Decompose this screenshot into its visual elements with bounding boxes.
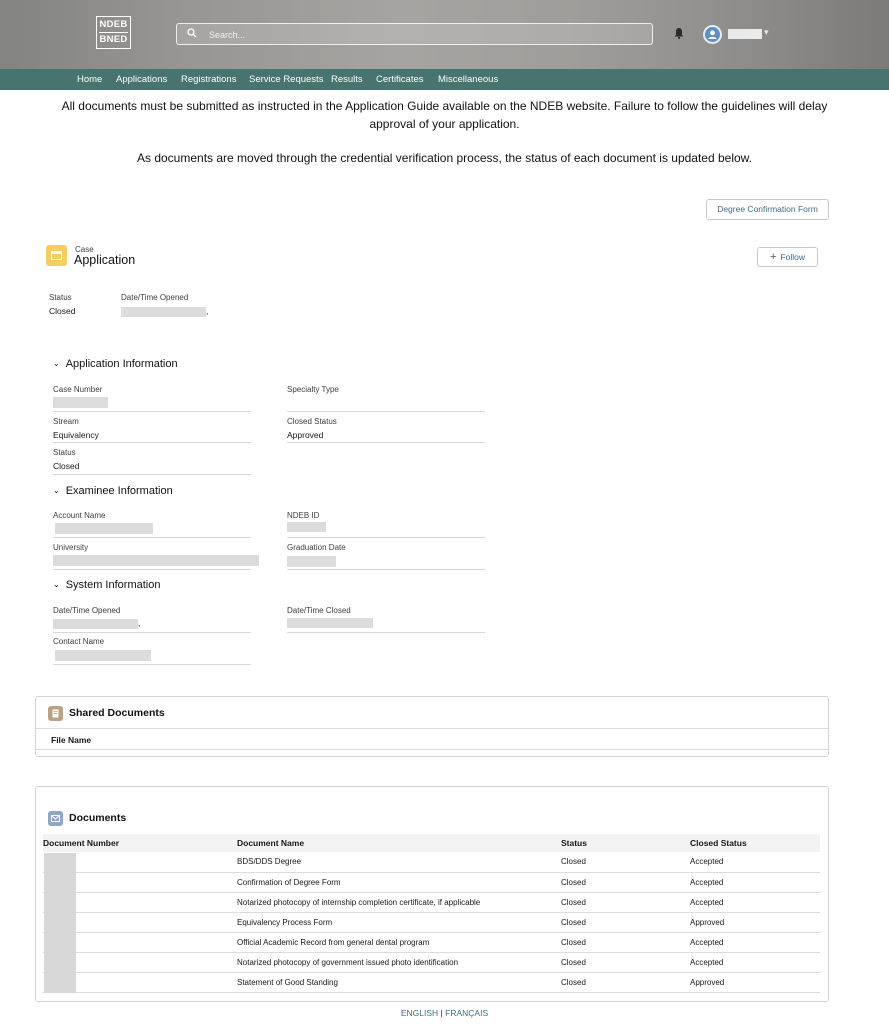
user-name[interactable] (728, 29, 762, 39)
table-row (43, 872, 820, 892)
shared-documents-title: Shared Documents (69, 707, 165, 719)
table-divider (36, 749, 828, 750)
nav-item-miscellaneous[interactable]: Miscellaneous (438, 74, 499, 85)
field-divider (53, 569, 251, 570)
examinee-information-header[interactable] (53, 485, 173, 497)
card-divider (36, 728, 828, 729)
document-name-cell: Notarized photocopy of internship completion certificate, if applicable (237, 892, 561, 912)
nav-item-home[interactable]: Home (77, 74, 103, 85)
university-redacted (53, 555, 259, 566)
opened-value-redacted (121, 306, 209, 317)
document-name-cell: BDS/DDS Degree (237, 852, 561, 872)
instruction-notice: All documents must be submitted as instructed in the Application Guide available on the NDEB website. Failure to follow the guidelines will delay approval of your application. (61, 99, 828, 131)
table-row (43, 912, 820, 932)
document-closed-status-cell: Approved (690, 912, 820, 932)
ndeb-id-redacted (287, 522, 326, 532)
system-opened-redacted (53, 618, 141, 629)
chevron-down-icon: ⌄ (53, 486, 60, 495)
status-column-header[interactable]: Status (561, 834, 690, 852)
chevron-down-icon: ⌄ (53, 580, 60, 589)
application-information-title: Application Information (65, 358, 178, 370)
table-row (43, 852, 820, 872)
case-number-label: Case Number (53, 385, 103, 394)
table-row (43, 952, 820, 972)
french-link[interactable]: FRANÇAIS (445, 1008, 489, 1018)
case-title: Application (74, 253, 136, 267)
case-number-redacted (53, 397, 108, 408)
language-footer (0, 1008, 889, 1018)
document-name-cell: Notarized photocopy of government issued photo identification (237, 952, 561, 972)
application-status-value: Closed (53, 461, 80, 471)
closed-status-column-header[interactable]: Closed Status (690, 834, 820, 852)
user-avatar-icon (705, 27, 720, 42)
document-name-cell: Official Academic Record from general dental program (237, 932, 561, 952)
university-label: University (53, 543, 89, 552)
closed-status-value: Approved (287, 430, 324, 440)
ndeb-id-label: NDEB ID (287, 511, 320, 520)
document-name-cell: Statement of Good Standing (237, 972, 561, 992)
specialty-type-label: Specialty Type (287, 385, 339, 394)
nav-item-service-requests[interactable]: Service Requests (249, 74, 324, 85)
document-number-redacted (44, 853, 76, 993)
account-name-redacted (55, 523, 153, 534)
chevron-down-icon[interactable]: ▾ (764, 27, 769, 37)
document-status-cell: Closed (561, 872, 690, 892)
search-icon (187, 28, 197, 41)
document-status-cell: Closed (561, 972, 690, 992)
status-value: Closed (49, 306, 76, 316)
document-icon (48, 706, 63, 721)
site-header (0, 0, 889, 69)
opened-label: Date/Time Opened (121, 293, 189, 302)
field-divider (287, 411, 485, 412)
system-information-header[interactable] (53, 579, 160, 591)
graduation-date-label: Graduation Date (287, 543, 346, 552)
stream-value: Equivalency (53, 430, 99, 440)
document-closed-status-cell: Accepted (690, 892, 820, 912)
file-name-column-header[interactable]: File Name (51, 735, 92, 745)
document-closed-status-cell: Approved (690, 972, 820, 992)
shared-documents-card (35, 696, 829, 757)
document-status-cell: Closed (561, 932, 690, 952)
plus-icon: + (770, 251, 777, 263)
document-name-column-header[interactable]: Document Name (237, 834, 561, 852)
status-label: Status (49, 293, 72, 302)
document-number-column-header[interactable]: Document Number (43, 834, 237, 852)
table-row (43, 932, 820, 952)
field-divider (287, 632, 485, 633)
opened-value-suffix: , (206, 306, 209, 316)
follow-label: Follow (780, 252, 805, 262)
email-icon (48, 811, 63, 826)
document-closed-status-cell: Accepted (690, 852, 820, 872)
search-box[interactable] (176, 23, 653, 45)
logo-text-top: NDEB (99, 19, 128, 30)
system-opened-suffix: , (138, 618, 141, 628)
english-link[interactable]: ENGLISH (400, 1008, 439, 1018)
user-avatar[interactable] (703, 25, 722, 44)
document-status-cell: Closed (561, 952, 690, 972)
nav-item-registrations[interactable]: Registrations (181, 74, 237, 85)
application-status-label: Status (53, 448, 76, 457)
field-divider (53, 664, 251, 665)
field-divider (53, 632, 251, 633)
documents-title: Documents (69, 812, 127, 824)
examinee-information-title: Examinee Information (65, 485, 173, 497)
document-closed-status-cell: Accepted (690, 872, 820, 892)
contact-name-label: Contact Name (53, 637, 105, 646)
system-closed-redacted (287, 618, 373, 628)
graduation-date-redacted (287, 556, 336, 567)
field-divider (53, 411, 251, 412)
closed-status-label: Closed Status (287, 417, 337, 426)
system-opened-label: Date/Time Opened (53, 606, 121, 615)
status-notice: As documents are moved through the credential verification process, the status of each document is updated below. (136, 151, 753, 165)
case-object-label: Case (75, 245, 94, 254)
system-information-title: System Information (65, 579, 161, 591)
logo-text-bottom: BNED (99, 34, 128, 45)
documents-table-header-row (43, 834, 820, 852)
stream-label: Stream (53, 417, 79, 426)
field-divider (287, 442, 485, 443)
search-input[interactable] (209, 27, 629, 42)
language-separator: | (440, 1008, 443, 1018)
follow-button[interactable] (757, 247, 818, 267)
document-name-cell: Equivalency Process Form (237, 912, 561, 932)
application-information-header[interactable] (53, 358, 178, 370)
field-divider (53, 537, 251, 538)
table-row (43, 892, 820, 912)
field-divider (287, 569, 485, 570)
case-icon (46, 245, 67, 266)
document-status-cell: Closed (561, 912, 690, 932)
nav-item-results[interactable]: Results (331, 74, 363, 85)
document-closed-status-cell: Accepted (690, 932, 820, 952)
nav-item-certificates[interactable]: Certificates (376, 74, 424, 85)
documents-table (43, 834, 820, 993)
field-divider (53, 474, 251, 475)
contact-name-redacted (55, 650, 151, 661)
field-divider (53, 442, 251, 443)
bell-icon[interactable] (673, 27, 685, 42)
document-status-cell: Closed (561, 892, 690, 912)
main-nav (0, 69, 889, 90)
document-name-cell: Confirmation of Degree Form (237, 872, 561, 892)
document-closed-status-cell: Accepted (690, 952, 820, 972)
chevron-down-icon: ⌄ (53, 359, 60, 368)
account-name-label: Account Name (53, 511, 106, 520)
ndeb-logo[interactable] (96, 16, 131, 49)
system-closed-label: Date/Time Closed (287, 606, 351, 615)
table-row (43, 972, 820, 992)
document-status-cell: Closed (561, 852, 690, 872)
nav-item-applications[interactable]: Applications (116, 74, 168, 85)
field-divider (287, 537, 485, 538)
degree-confirmation-form-button[interactable]: Degree Confirmation Form (706, 199, 829, 220)
